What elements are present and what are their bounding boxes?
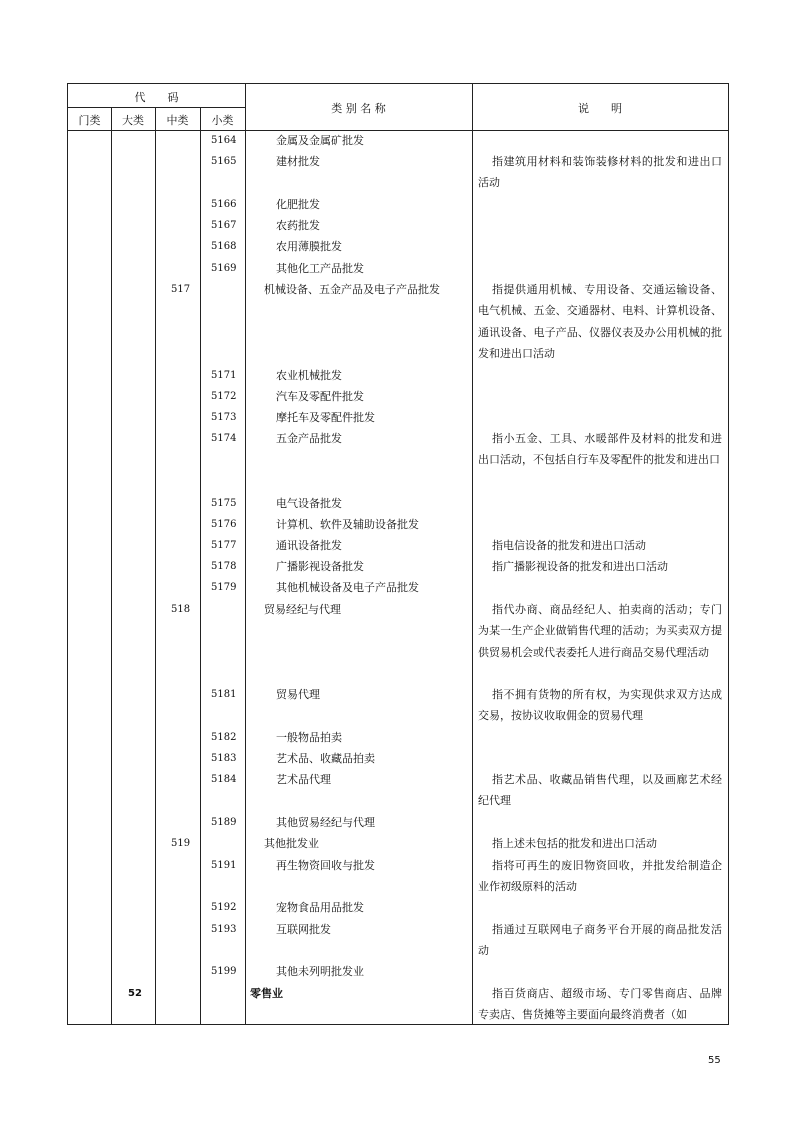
- name-5168: 农用薄膜批发: [276, 240, 342, 253]
- code-5167: 5167: [211, 220, 237, 231]
- header-major: 大类: [122, 114, 144, 127]
- code-5164: 5164: [211, 135, 237, 146]
- name-5165: 建材批发: [276, 155, 320, 168]
- code-5183: 5183: [211, 753, 237, 764]
- desc-517: 指提供通用机械、专用设备、交通运输设备、电气机械、五金、交通器材、电料、计算机设备、通讯设备、电子产品、仪器仪表及办公用机械的批发和进出口活动: [478, 283, 722, 361]
- code-5193: 5193: [211, 924, 237, 935]
- name-518: 贸易经纪与代理: [264, 603, 341, 616]
- desc-52: 指百货商店、超级市场、专门零售商店、品牌专卖店、售货摊等主要面向最终消费者（如: [478, 987, 722, 1022]
- divider: [111, 108, 112, 1024]
- name-5199: 其他未列明批发业: [276, 965, 364, 978]
- name-5174: 五金产品批发: [276, 432, 342, 445]
- code-5178: 5178: [211, 561, 237, 572]
- code-5179: 5179: [211, 582, 237, 593]
- code-5168: 5168: [211, 241, 237, 252]
- divider: [200, 108, 201, 1024]
- code-5165: 5165: [211, 156, 237, 167]
- code-5174: 5174: [211, 433, 237, 444]
- header-medium: 中类: [166, 114, 189, 127]
- name-5184: 艺术品代理: [276, 773, 331, 786]
- code-5192: 5192: [211, 902, 237, 913]
- code-5171: 5171: [211, 370, 237, 381]
- page-number: 55: [708, 1055, 721, 1066]
- name-5177: 通讯设备批发: [276, 539, 342, 552]
- desc-518: 指代办商、商品经纪人、拍卖商的活动；专门为某一生产企业做销售代理的活动；为买卖双方提供贸易机会或代表委托人进行商品交易代理活动: [478, 603, 722, 659]
- header-desc: 说 明: [578, 102, 622, 115]
- divider: [472, 84, 473, 1024]
- name-5178: 广播影视设备批发: [276, 560, 364, 573]
- name-5164: 金属及金属矿批发: [276, 134, 364, 147]
- name-5175: 电气设备批发: [276, 497, 342, 510]
- divider: [155, 108, 156, 1024]
- name-5171: 农业机械批发: [276, 369, 342, 382]
- code-5169: 5169: [211, 263, 237, 274]
- name-5192: 宠物食品用品批发: [276, 901, 364, 914]
- desc-5165: 指建筑用材料和装饰装修材料的批发和进出口活动: [478, 155, 722, 190]
- name-5183: 艺术品、收藏品拍卖: [276, 752, 375, 765]
- code-5191: 5191: [211, 860, 237, 871]
- header-door: 门类: [78, 114, 101, 127]
- divider: [245, 84, 246, 1024]
- code-5177: 5177: [211, 540, 237, 551]
- desc-5178: 指广播影视设备的批发和进出口活动: [492, 560, 668, 573]
- name-519: 其他批发业: [264, 837, 319, 850]
- name-5173: 摩托车及零配件批发: [276, 411, 375, 424]
- name-5167: 农药批发: [276, 219, 320, 232]
- name-5179: 其他机械设备及电子产品批发: [276, 581, 419, 594]
- desc-5174: 指小五金、工具、水暖部件及材料的批发和进出口活动，不包括自行车及零配件的批发和进出口: [478, 432, 722, 467]
- name-52: 零售业: [250, 987, 283, 1000]
- code-52: 52: [128, 988, 142, 999]
- name-5191: 再生物资回收与批发: [276, 859, 375, 872]
- desc-5181: 指不拥有货物的所有权，为实现供求双方达成交易，按协议收取佣金的贸易代理: [478, 688, 722, 723]
- name-5181: 贸易代理: [276, 688, 320, 701]
- code-517: 517: [171, 284, 191, 295]
- divider: [68, 130, 728, 131]
- code-5184: 5184: [211, 774, 237, 785]
- desc-519: 指上述未包括的批发和进出口活动: [492, 837, 657, 850]
- code-518: 518: [171, 604, 191, 615]
- name-5166: 化肥批发: [276, 198, 320, 211]
- name-5176: 计算机、软件及辅助设备批发: [276, 518, 419, 531]
- code-5199: 5199: [211, 966, 237, 977]
- code-5173: 5173: [211, 412, 237, 423]
- code-5182: 5182: [211, 732, 237, 743]
- code-5176: 5176: [211, 519, 237, 530]
- code-5181: 5181: [211, 689, 237, 700]
- code-5175: 5175: [211, 498, 237, 509]
- name-5189: 其他贸易经纪与代理: [276, 816, 375, 829]
- desc-5184: 指艺术品、收藏品销售代理，以及画廊艺术经纪代理: [478, 773, 722, 808]
- code-5166: 5166: [211, 199, 237, 210]
- header-minor: 小类: [211, 114, 234, 127]
- code-5172: 5172: [211, 391, 237, 402]
- desc-5177: 指电信设备的批发和进出口活动: [492, 539, 646, 552]
- desc-5191: 指将可再生的废旧物资回收，并批发给制造企业作初级原料的活动: [478, 859, 722, 894]
- divider: [68, 107, 245, 108]
- name-5193: 互联网批发: [276, 923, 331, 936]
- code-5189: 5189: [211, 817, 237, 828]
- desc-5193: 指通过互联网电子商务平台开展的商品批发活动: [478, 923, 722, 958]
- name-5172: 汽车及零配件批发: [276, 390, 364, 403]
- name-5182: 一般物品拍卖: [276, 731, 342, 744]
- code-519: 519: [171, 838, 191, 849]
- header-code-group: 代 码: [134, 91, 179, 104]
- name-517: 机械设备、五金产品及电子产品批发: [264, 283, 440, 296]
- header-name: 类 别 名 称: [331, 102, 386, 115]
- name-5169: 其他化工产品批发: [276, 262, 364, 275]
